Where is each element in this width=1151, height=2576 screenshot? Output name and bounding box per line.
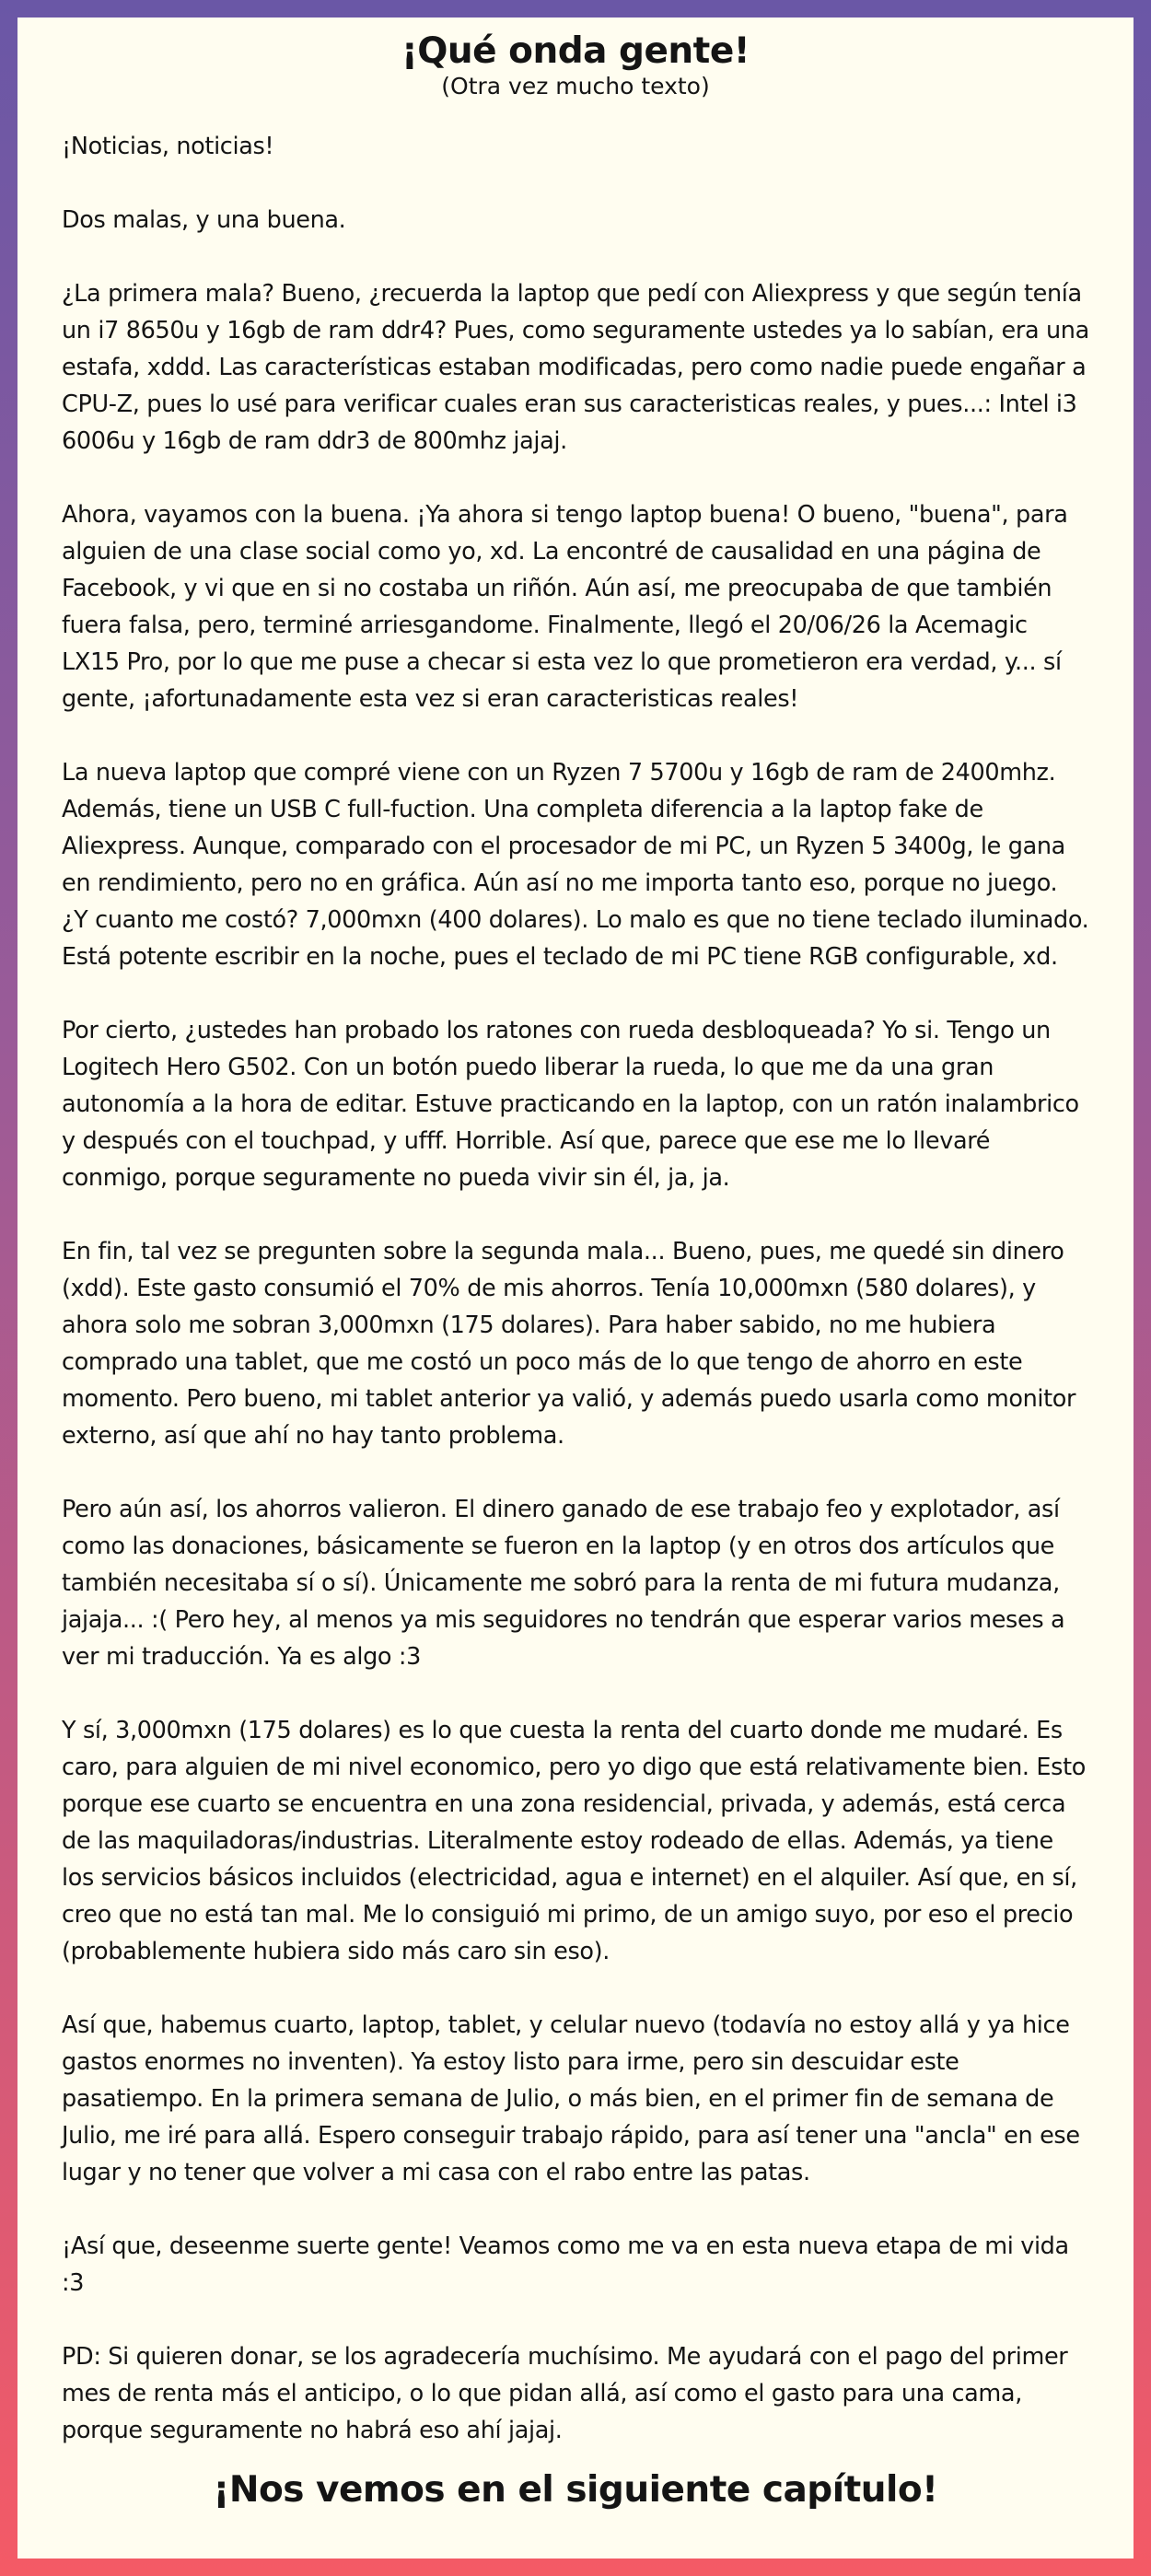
page-title: ¡Qué onda gente! [401, 30, 750, 72]
paragraph-ps-donate: PD: Si quieren donar, se los agradecería muchísimo. Me ayudará con el pago del primer mes de renta más el anticipo, o lo que pidan allá, así como el gasto para una cama, porque seguramente no habrá eso ahí jajaj. [62, 2343, 1068, 2444]
paragraph-the-good: Ahora, vayamos con la buena. ¡Ya ahora si tengo laptop buena! O bueno, "buena", para alguien de una clase social como yo, xd. La encontré de causalidad en una página de Facebook, y vi que en si no costaba un riñón. Aún así, me preocupaba de que también fuera falsa, pero, terminé arriesgandome. Finalmente, llegó el 20/06/26 la Acemagic LX15 Pro, por lo que me puse a checar si esta vez lo que prometieron era verdad, y... sí gente, ¡afortunadamente esta vez si eran caracteristicas reales! [62, 501, 1068, 713]
paragraph-savings: Pero aún así, los ahorros valieron. El dinero ganado de ese trabajo feo y explotador, así como las donaciones, básicamente se fueron en la laptop (y en otros dos artículos que también necesitaba sí o sí). Únicamente me sobró para la renta de mi futura mudanza, jajaja... :( Pero hey, al menos ya mis seguidores no tendrán que esperar varios meses a ver mi traducción. Ya es algo :3 [62, 1496, 1065, 1671]
paragraph-mouse: Por cierto, ¿ustedes han probado los ratones con rueda desbloqueada? Yo si. Tengo un Logitech Hero G502. Con un botón puedo liberar la rueda, lo que me da una gran autonomía a la hora de editar. Estuve practicando en la laptop, con un ratón inalambrico y después con el touchpad, y ufff. Horrible. Así que, parece que ese me lo llevaré conmigo, porque seguramente no pueda vivir sin él, ja, ja. [62, 1017, 1079, 1192]
paragraph-two-bad-one-good: Dos malas, y una buena. [62, 206, 346, 234]
paragraph-new-laptop: La nueva laptop que compré viene con un Ryzen 7 5700u y 16gb de ram de 2400mhz. Además, tiene un USB C full-fuction. Una completa diferencia a la laptop fake de Aliexpress. Aunque, comparado con el procesador de mi PC, un Ryzen 5 3400g, le gana en rendimiento, pero no en gráfica. Aún así no me importa tanto eso, porque no juego. ¿Y cuanto me costó? 7,000mxn (400 dolares). Lo malo es que no tiene teclado iluminado. Está potente escribir en la noche, pues el teclado de mi PC tiene RGB configurable, xd. [62, 759, 1089, 971]
post-card [17, 17, 1134, 2559]
paragraph-second-bad: En fin, tal vez se pregunten sobre la segunda mala... Bueno, pues, me quedé sin dinero (xdd). Este gasto consumió el 70% de mis ahorros. Tenía 10,000mxn (580 dolares), y ahora solo me sobran 3,000mxn (175 dolares). Para haber sabido, no me hubiera comprado una tablet, que me costó un poco más de lo que tengo de ahorro en este momento. Pero bueno, mi tablet anterior ya valió, y además puedo usarla como monitor externo, así que ahí no hay tanto problema. [62, 1238, 1076, 1450]
paragraph-ready: Así que, habemus cuarto, laptop, tablet, y celular nuevo (todavía no estoy allá y ya hice gastos enormes no inventen). Ya estoy listo para irme, pero sin descuidar este pasatiempo. En la primera semana de Julio, o más bien, en el primer fin de semana de Julio, me iré para allá. Espero conseguir trabajo rápido, para así tener una "ancla" en ese lugar y no tener que volver a mi casa con el rabo entre las patas. [62, 2011, 1080, 2186]
page-subtitle: (Otra vez mucho texto) [441, 73, 710, 99]
closing-line: ¡Nos vemos en el siguiente capítulo! [213, 2469, 938, 2511]
post-body [62, 128, 1089, 2449]
paragraph-rent: Y sí, 3,000mxn (175 dolares) es lo que cuesta la renta del cuarto donde me mudaré. Es caro, para alguien de mi nivel economico, pero yo digo que está relativamente bien. Esto porque ese cuarto se encuentra en una zona residencial, privada, y además, está cerca de las maquiladoras/industrias. Literalmente estoy rodeado de ellas. Además, ya tiene los servicios básicos incluidos (electricidad, agua e internet) en el alquiler. Así que, en sí, creo que no está tan mal. Me lo consiguió mi primo, de un amigo suyo, por eso el precio (probablemente hubiera sido más caro sin eso). [62, 1717, 1087, 1965]
paragraph-wish-luck: ¡Así que, deseenme suerte gente! Veamos como me va en esta nueva etapa de mi vida :3 [62, 2232, 1069, 2297]
paragraph-first-bad: ¿La primera mala? Bueno, ¿recuerda la laptop que pedí con Aliexpress y que según tenía un i7 8650u y 16gb de ram ddr4? Pues, como seguramente ustedes ya lo sabían, era una estafa, xddd. Las características estaban modificadas, pero como nadie puede engañar a CPU-Z, pues lo usé para verificar cuales eran sus caracteristicas reales, y pues...: Intel i3 6006u y 16gb de ram ddr3 de 800mhz jajaj. [62, 280, 1089, 455]
paragraph-news: ¡Noticias, noticias! [62, 133, 274, 160]
